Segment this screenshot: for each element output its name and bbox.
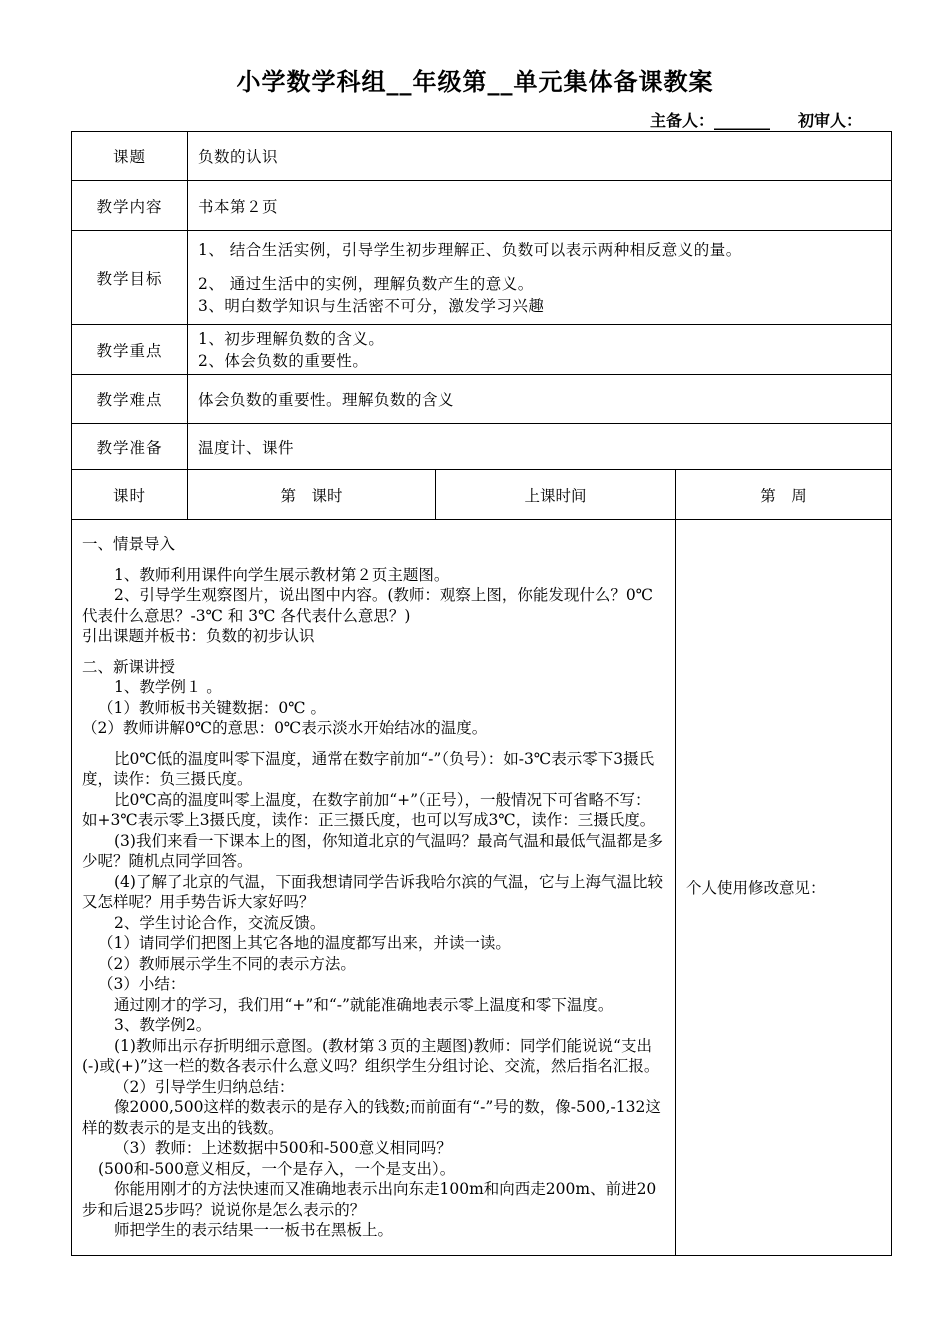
key-point-item: 1、初步理解负数的含义。 bbox=[198, 329, 385, 348]
process-line: 2、学生讨论合作，交流反馈。 bbox=[114, 913, 326, 932]
preparation-label: 教学准备 bbox=[72, 424, 188, 470]
process-line: 3、教学例2。 bbox=[114, 1016, 212, 1035]
process-line: （3）教师：上述数据中500和-500意义相同吗？ bbox=[114, 1139, 452, 1158]
row-topic bbox=[72, 132, 892, 181]
row-process bbox=[72, 520, 892, 1256]
difficulties-label: 教学难点 bbox=[72, 375, 188, 424]
goals-value bbox=[188, 231, 892, 325]
key-points-value bbox=[188, 325, 892, 375]
process-line: 2、引导学生观察图片，说出图中内容。(教师：观察上图，你能发现什么？0℃代表什么意思？-3℃ 和 3℃ 各代表什么意思？) bbox=[82, 586, 654, 625]
row-preparation bbox=[72, 424, 892, 470]
content-value: 书本第２页 bbox=[188, 181, 892, 231]
content-label: 教学内容 bbox=[72, 181, 188, 231]
page-title: 小学数学科组__年级第__单元集体备课教案 bbox=[236, 68, 714, 96]
teaching-process bbox=[72, 520, 676, 1256]
process-line: (500和-500意义相反，一个是存入，一个是支出）。 bbox=[98, 1159, 456, 1178]
process-line: （2）教师讲解0℃的意思：0℃表示淡水开始结冰的温度。 bbox=[82, 719, 488, 738]
week-value: 第 周 bbox=[676, 470, 892, 520]
process-line: 1、教师利用课件向学生展示教材第２页主题图。 bbox=[114, 565, 450, 584]
process-line: （1）教师板书关键数据：0℃ 。 bbox=[98, 698, 326, 717]
section-heading: 一、情景导入 bbox=[82, 535, 176, 554]
row-goals bbox=[72, 231, 892, 325]
process-line: 像2000,500这样的数表示的是存入的钱数;而前面有“-”号的数，像-500,-132这样的数表示的是支出的钱数。 bbox=[82, 1098, 661, 1137]
difficulties-value: 体会负数的重要性。理解负数的含义 bbox=[188, 375, 892, 424]
row-difficulties bbox=[72, 375, 892, 424]
preparation-value: 温度计、课件 bbox=[188, 424, 892, 470]
goal-item: 1、 结合生活实例，引导学生初步理解正、负数可以表示两种相反意义的量。 bbox=[198, 240, 742, 259]
process-line: 1、教学例１ 。 bbox=[114, 678, 222, 697]
process-line: （2）教师展示学生不同的表示方法。 bbox=[98, 954, 356, 973]
process-line: （2）引导学生归纳总结： bbox=[114, 1077, 295, 1096]
lesson-plan-table bbox=[71, 131, 892, 1256]
goals-label: 教学目标 bbox=[72, 231, 188, 325]
goal-item: 3、明白数学知识与生活密不可分，激发学习兴趣 bbox=[198, 296, 545, 315]
process-line: 比0℃高的温度叫零上温度，在数字前加“+”（正号），一般情况下可省略不写：如+3℃表示零上3摄氏度，读作：正三摄氏度，也可以写成3℃，读作：三摄氏度。 bbox=[82, 790, 656, 830]
process-line: 引出课题并板书：负数的初步认识 bbox=[82, 627, 315, 646]
process-line: 比0℃低的温度叫零下温度，通常在数字前加“-”（负号）：如-3℃表示零下3摄氏度，读作：负三摄氏度。 bbox=[82, 749, 655, 789]
preparers-line bbox=[650, 108, 862, 131]
goal-item: 2、 通过生活中的实例，理解负数产生的意义。 bbox=[198, 274, 534, 293]
process-line: （1）请同学们把图上其它各地的温度都写出来，并读一读。 bbox=[98, 934, 511, 953]
process-line: （3）小结： bbox=[98, 975, 186, 994]
process-line: (1)教师出示存折明细示意图。(教材第３页的主题图)教师：同学们能说说“支出(-)或(+)”这一栏的数各表示什么意义吗？组织学生分组讨论、交流，然后指名汇报。 bbox=[82, 1036, 660, 1076]
process-line: (4)了解了北京的气温，下面我想请同学告诉我哈尔滨的气温，它与上海气温比较又怎样呢？用手势告诉大家好吗？ bbox=[82, 872, 663, 912]
topic-value: 负数的认识 bbox=[188, 132, 892, 181]
row-key-points bbox=[72, 325, 892, 375]
row-content bbox=[72, 181, 892, 231]
revision-notes bbox=[676, 520, 892, 1256]
key-point-item: 2、体会负数的重要性。 bbox=[198, 351, 369, 370]
process-line: 师把学生的表示结果一一板书在黑板上。 bbox=[114, 1221, 394, 1240]
period-label: 课时 bbox=[72, 470, 188, 520]
main-preparer-blank: _______ bbox=[713, 111, 770, 130]
main-preparer-label: 主备人： bbox=[649, 111, 714, 130]
reviewer-label: 初审人： bbox=[797, 111, 862, 130]
revision-notes-label: 个人使用修改意见： bbox=[686, 878, 826, 897]
key-points-label: 教学重点 bbox=[72, 325, 188, 375]
class-time-label: 上课时间 bbox=[436, 470, 676, 520]
section-heading: 二、新课讲授 bbox=[82, 657, 176, 676]
process-line: (3)我们来看一下课本上的图，你知道北京的气温吗？最高气温和最低气温都是多少呢？随机点同学回答。 bbox=[82, 831, 663, 871]
process-line: 你能用刚才的方法快速而又准确地表示出向东走100m和向西走200m、前进20步和后退25步吗？说说你是怎么表示的？ bbox=[82, 1180, 657, 1219]
topic-label: 课题 bbox=[72, 132, 188, 181]
row-period bbox=[72, 470, 892, 520]
period-value: 第 课时 bbox=[188, 470, 436, 520]
process-line: 通过刚才的学习，我们用“+”和“-”就能准确地表示零上温度和零下温度。 bbox=[114, 995, 614, 1014]
